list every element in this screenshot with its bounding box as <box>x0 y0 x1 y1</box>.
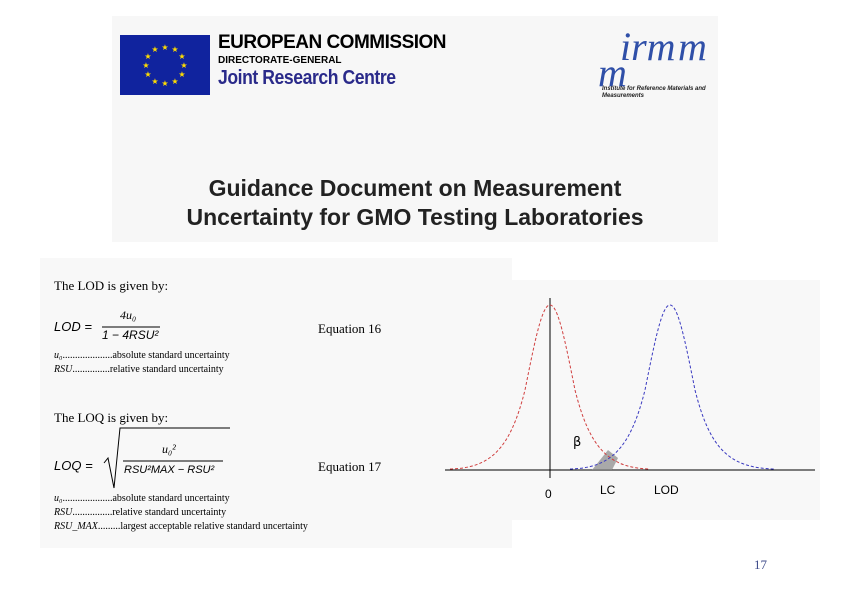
document-title <box>112 174 718 232</box>
irmm-logo-icon <box>598 24 708 114</box>
lod-def-row: RSU...............relative standard uncertainty <box>54 364 224 375</box>
title-line-2: Uncertainty for GMO Testing Laboratories <box>186 204 644 230</box>
loq-intro: The LOQ is given by: <box>54 410 169 425</box>
svg-text:★: ★ <box>178 52 186 61</box>
lod-denominator: 1 − 4RSU² <box>102 328 159 342</box>
loq-equation-label: Equation 17 <box>318 459 382 474</box>
lod-lhs: LOD = <box>54 319 92 334</box>
svg-text:irm: irm <box>620 24 676 69</box>
svg-text:m: m <box>678 24 707 69</box>
loq-lhs: LOQ = <box>54 458 93 473</box>
svg-text:★: ★ <box>144 52 152 61</box>
svg-text:★: ★ <box>171 45 179 54</box>
loq-def-row: u₀....................absolute standard uncertainty <box>54 493 230 504</box>
lod-distribution-curve <box>570 305 775 469</box>
svg-text:★: ★ <box>171 77 179 86</box>
distribution-graph <box>430 280 820 520</box>
jrc-name: Joint Research Centre <box>218 67 396 89</box>
ec-title: EUROPEAN COMMISSION <box>218 32 447 53</box>
header-banner <box>112 16 718 242</box>
svg-text:★: ★ <box>161 43 169 52</box>
svg-text:★: ★ <box>180 61 188 70</box>
loq-numerator: u₀² <box>162 442 176 456</box>
title-line-1: Guidance Document on Measurement <box>208 175 622 201</box>
svg-text:★: ★ <box>151 45 159 54</box>
svg-text:★: ★ <box>142 61 150 70</box>
loq-def-row: RSU_MAX.........largest acceptable relative standard uncertainty <box>54 521 308 532</box>
svg-text:★: ★ <box>151 77 159 86</box>
svg-text:★: ★ <box>161 79 169 88</box>
svg-text:m: m <box>598 50 627 95</box>
ec-logo-text <box>218 33 446 89</box>
irmm-subtitle: Institute for Reference Materials and Measurements <box>602 86 706 99</box>
ec-dg: DIRECTORATE-GENERAL <box>218 55 342 66</box>
lod-numerator: 4u₀ <box>120 308 137 322</box>
svg-text:★: ★ <box>178 70 186 79</box>
lod-equation-label: Equation 16 <box>318 321 382 336</box>
svg-text:★: ★ <box>144 70 152 79</box>
beta-label: β <box>573 435 582 450</box>
lod-intro: The LOD is given by: <box>54 278 169 293</box>
lc-label: LC <box>600 483 616 497</box>
lod-label: LOD <box>654 483 679 497</box>
loq-def-row: RSU................relative standard uncertainty <box>54 507 227 518</box>
page-number: 17 <box>754 557 767 572</box>
zero-label: 0 <box>545 487 552 501</box>
eu-flag-icon <box>120 35 210 95</box>
distribution-graph-svg <box>430 280 820 520</box>
loq-denominator: RSU²MAX − RSU² <box>124 464 215 476</box>
lod-def-row: u₀....................absolute standard uncertainty <box>54 350 230 361</box>
